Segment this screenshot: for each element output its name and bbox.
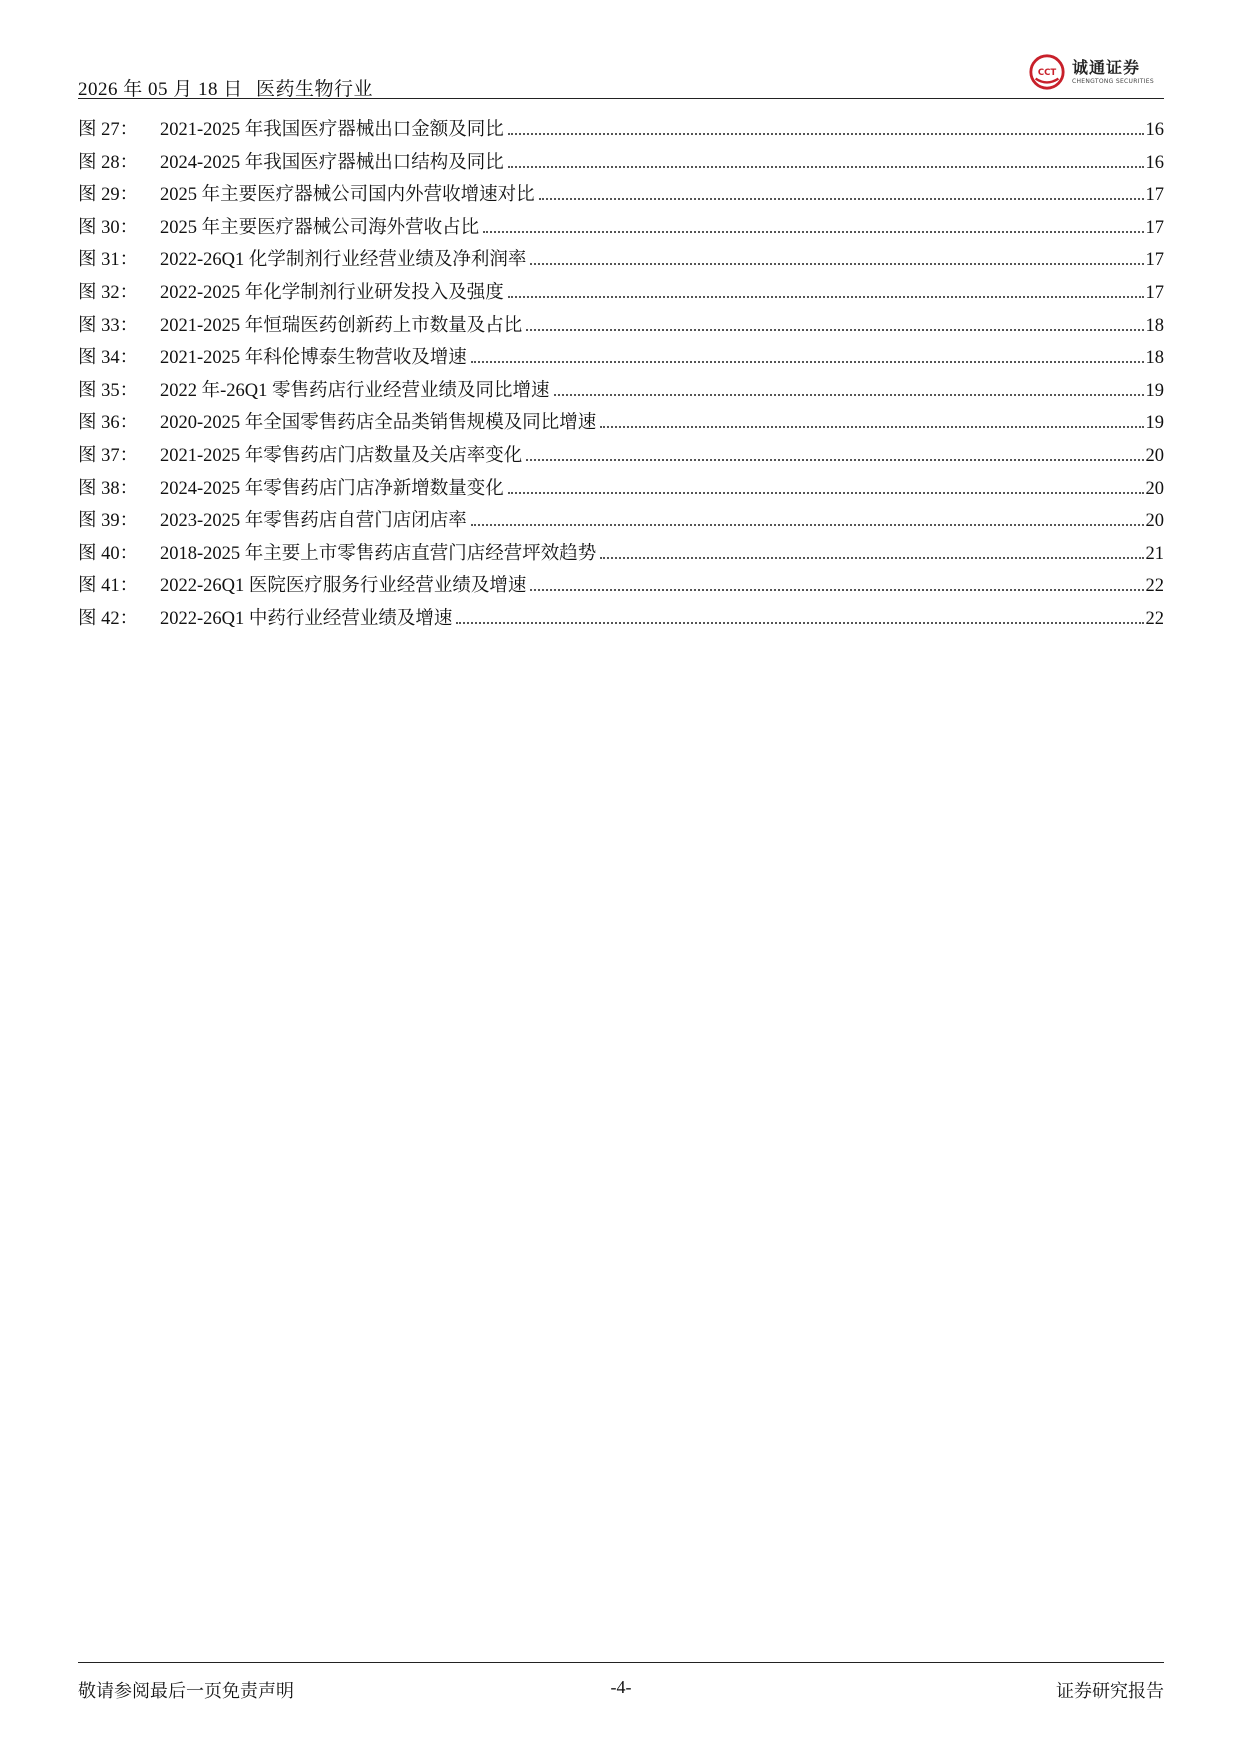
dot-leader: [554, 394, 1144, 396]
figure-number: 图 34：: [78, 348, 139, 369]
figure-title: 2021-2025 年零售药店门店数量及关店率变化: [160, 445, 523, 466]
dot-leader: [508, 492, 1144, 494]
dot-leader: [530, 263, 1143, 265]
toc-entry[interactable]: [78, 539, 1164, 572]
figure-title: 2022-26Q1 中药行业经营业绩及增速: [160, 608, 453, 629]
figure-title: 2021-2025 年恒瑞医药创新药上市数量及占比: [160, 315, 523, 336]
toc-entry[interactable]: [78, 180, 1164, 213]
figure-title: 2020-2025 年全国零售药店全品类销售规模及同比增速: [160, 413, 597, 434]
figure-number: 图 27：: [78, 120, 139, 140]
page-header: [78, 52, 1164, 99]
company-logo: [1028, 52, 1154, 92]
dot-leader: [600, 426, 1143, 428]
dot-leader: [508, 166, 1144, 168]
toc-entry[interactable]: [78, 408, 1164, 441]
figure-number: 图 33：: [78, 315, 139, 336]
figure-title: 2018-2025 年主要上市零售药店直营门店经营坪效趋势: [160, 543, 597, 564]
figure-title: 2025 年主要医疗器械公司国内外营收增速对比: [160, 185, 535, 206]
figure-title: 2024-2025 年我国医疗器械出口结构及同比: [160, 152, 504, 173]
page-number: 20: [1145, 478, 1164, 499]
page-number: 19: [1145, 380, 1164, 401]
dot-leader: [508, 296, 1144, 298]
dot-leader: [526, 329, 1143, 331]
figure-number: 图 36：: [78, 413, 139, 434]
page-number: 16: [1145, 120, 1164, 140]
figure-number: 图 31：: [78, 250, 139, 271]
toc-entry[interactable]: [78, 311, 1164, 344]
page-number: 22: [1145, 576, 1164, 597]
dot-leader: [600, 557, 1143, 559]
toc-entry[interactable]: [78, 474, 1164, 507]
toc-entry[interactable]: [78, 604, 1164, 637]
toc-entry[interactable]: [78, 115, 1164, 148]
page-footer: [78, 1662, 1164, 1703]
dot-leader: [508, 133, 1144, 135]
figure-number: 图 28：: [78, 152, 139, 173]
toc-entry[interactable]: [78, 148, 1164, 181]
toc-entry[interactable]: [78, 571, 1164, 604]
figure-index: [78, 115, 1164, 637]
page-number: 21: [1145, 543, 1164, 564]
industry-name: 医药生物行业: [256, 79, 374, 100]
logo-badge-text: CCT: [1037, 67, 1057, 78]
toc-entry[interactable]: [78, 245, 1164, 278]
page-number: 20: [1145, 445, 1164, 466]
page-number: 17: [1145, 185, 1164, 206]
logo-chinese-name: 诚通证券: [1071, 57, 1140, 77]
figure-title: 2021-2025 年我国医疗器械出口金额及同比: [160, 120, 504, 140]
page-number: 17: [1145, 282, 1164, 303]
toc-entry[interactable]: [78, 278, 1164, 311]
page-number: 16: [1145, 152, 1164, 173]
page-number: 17: [1145, 250, 1164, 271]
figure-title: 2021-2025 年科伦博泰生物营收及增速: [160, 348, 467, 369]
page-number: 20: [1145, 511, 1164, 532]
figure-title: 2025 年主要医疗器械公司海外营收占比: [160, 217, 480, 238]
figure-number: 图 38：: [78, 478, 139, 499]
figure-title: 2024-2025 年零售药店门店净新增数量变化: [160, 478, 504, 499]
logo-english-name: CHENGTONG SECURITIES: [1071, 77, 1154, 85]
figure-number: 图 29：: [78, 185, 139, 206]
page-number: 22: [1145, 608, 1164, 629]
figure-title: 2022-26Q1 化学制剂行业经营业绩及净利润率: [160, 250, 527, 271]
dot-leader: [539, 198, 1144, 200]
figure-number: 图 41：: [78, 576, 139, 597]
footer-page-number: -4-: [610, 1677, 632, 1697]
footer-report-type: 证券研究报告: [1056, 1681, 1164, 1701]
figure-number: 图 40：: [78, 543, 139, 564]
figure-number: 图 37：: [78, 445, 139, 466]
dot-leader: [530, 589, 1143, 591]
header-info: [78, 74, 381, 101]
page-number: 18: [1145, 348, 1164, 369]
report-date: 2026 年 05 月 18 日: [78, 79, 243, 100]
dot-leader: [471, 524, 1144, 526]
figure-title: 2022 年-26Q1 零售药店行业经营业绩及同比增速: [160, 380, 550, 401]
toc-entry[interactable]: [78, 343, 1164, 376]
figure-title: 2022-26Q1 医院医疗服务行业经营业绩及增速: [160, 576, 527, 597]
figure-number: 图 42：: [78, 608, 139, 629]
figure-title: 2022-2025 年化学制剂行业研发投入及强度: [160, 282, 504, 303]
dot-leader: [483, 231, 1143, 233]
toc-entry[interactable]: [78, 506, 1164, 539]
figure-number: 图 35：: [78, 380, 139, 401]
page-number: 18: [1145, 315, 1164, 336]
dot-leader: [456, 622, 1143, 624]
dot-leader: [471, 361, 1144, 363]
footer-disclaimer: 敬请参阅最后一页免责声明: [78, 1681, 294, 1701]
figure-number: 图 30：: [78, 217, 139, 238]
page-number: 17: [1145, 217, 1164, 238]
figure-title: 2023-2025 年零售药店自营门店闭店率: [160, 511, 467, 532]
figure-number: 图 32：: [78, 282, 139, 303]
logo-emblem-icon: [1028, 53, 1066, 91]
toc-entry[interactable]: [78, 213, 1164, 246]
page-number: 19: [1145, 413, 1164, 434]
figure-number: 图 39：: [78, 511, 139, 532]
dot-leader: [526, 459, 1143, 461]
toc-entry[interactable]: [78, 376, 1164, 409]
toc-entry[interactable]: [78, 441, 1164, 474]
